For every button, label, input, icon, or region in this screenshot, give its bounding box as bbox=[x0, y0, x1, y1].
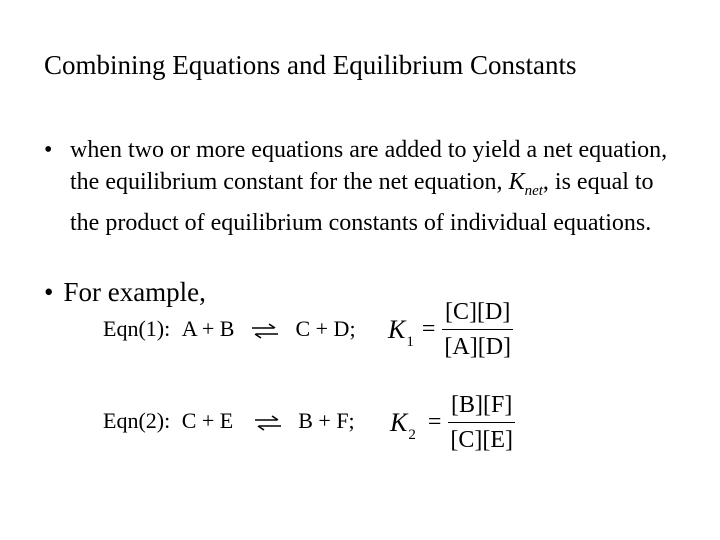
bullet-example-text: For example, bbox=[63, 277, 206, 307]
bullet-definition bbox=[44, 134, 684, 239]
k1-expression bbox=[388, 297, 514, 362]
k2-numerator: [B][F] bbox=[448, 390, 515, 423]
equilibrium-arrow-icon bbox=[250, 323, 280, 339]
k-net-symbol: K bbox=[508, 169, 525, 195]
equation-2-reactants: C + E bbox=[181, 408, 234, 433]
k2-equals: = bbox=[427, 409, 442, 435]
bullet-marker: • bbox=[44, 277, 54, 307]
equation-1-products: C + D; bbox=[295, 316, 356, 341]
k2-symbol: $K_2$ bbox=[390, 407, 416, 443]
k1-denominator: [A][D] bbox=[444, 334, 512, 360]
bullet-definition-text bbox=[70, 134, 684, 239]
k2-expression bbox=[390, 390, 516, 455]
equation-1-label: Eqn(1): bbox=[103, 316, 171, 341]
k1-fraction bbox=[441, 297, 514, 362]
k-net-subscript: net bbox=[524, 182, 543, 199]
equilibrium-arrow-icon bbox=[253, 415, 283, 431]
k1-numerator: [C][D] bbox=[442, 297, 513, 330]
k2-denominator: [C][E] bbox=[450, 427, 514, 453]
bullet-text-before: when two or more equations are added to yield a net equation, the equilibrium constant for the net equation, bbox=[70, 137, 668, 195]
equation-1 bbox=[103, 316, 356, 342]
equation-1-reactants: A + B bbox=[181, 316, 235, 341]
equation-2-products: B + F; bbox=[298, 408, 355, 433]
k2-fraction bbox=[447, 390, 516, 455]
bullet-text-after: , is equal to the product of equilibrium constants of individual equations. bbox=[70, 169, 654, 236]
k1-equals: = bbox=[421, 316, 436, 342]
equation-2 bbox=[103, 408, 355, 434]
equation-2-label: Eqn(2): bbox=[103, 408, 171, 433]
bullet-marker: • bbox=[44, 137, 53, 163]
bullet-example bbox=[44, 277, 206, 308]
slide-title: Combining Equations and Equilibrium Constants bbox=[44, 50, 577, 80]
k1-symbol: $K_1$ bbox=[388, 314, 414, 350]
